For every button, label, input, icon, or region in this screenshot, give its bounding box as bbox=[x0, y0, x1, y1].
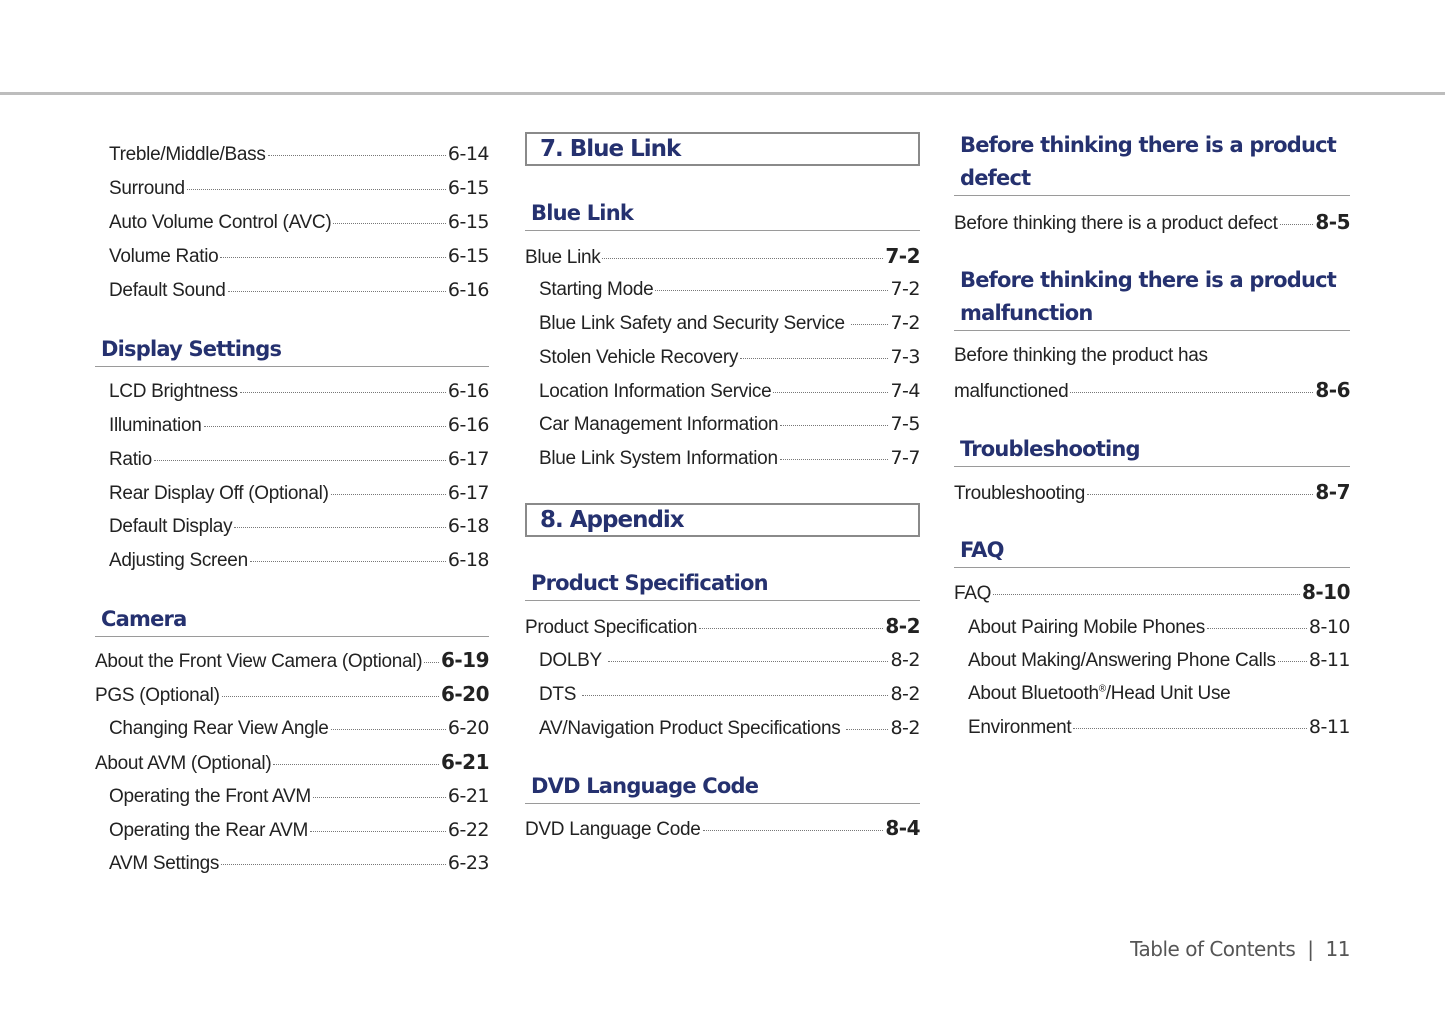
toc-entry[interactable]: Troubleshooting 8-7 bbox=[954, 480, 1350, 504]
section-faq: FAQ bbox=[954, 533, 1350, 568]
section-dvd-language-code: DVD Language Code bbox=[525, 769, 920, 804]
chapter-8-header: 8. Appendix bbox=[525, 503, 920, 537]
section-blue-link: Blue Link bbox=[525, 196, 920, 231]
toc-entry[interactable]: About Pairing Mobile Phones 8-10 bbox=[968, 616, 1350, 638]
header-rule bbox=[0, 92, 1445, 95]
toc-entry[interactable]: About Making/Answering Phone Calls 8-11 bbox=[968, 649, 1350, 671]
toc-entry[interactable]: Operating the Rear AVM 6-22 bbox=[109, 819, 489, 841]
toc-entry[interactable]: Environment 8-11 bbox=[968, 716, 1350, 738]
toc-entry[interactable]: Operating the Front AVM 6-21 bbox=[109, 785, 489, 807]
toc-entry[interactable]: Treble/Middle/Bass 6-14 bbox=[109, 143, 489, 165]
toc-entry[interactable]: Car Management Information 7-5 bbox=[539, 413, 920, 435]
toc-entry[interactable]: Adjusting Screen 6-18 bbox=[109, 549, 489, 571]
page-footer bbox=[1130, 937, 1350, 961]
toc-entry[interactable]: DVD Language Code 8-4 bbox=[525, 816, 920, 840]
toc-entry[interactable]: PGS (Optional) 6-20 bbox=[95, 682, 489, 706]
section-camera: Camera bbox=[95, 602, 489, 637]
toc-entry[interactable]: DTS 8-2 bbox=[539, 683, 920, 705]
toc-entry[interactable]: AVM Settings 6-23 bbox=[109, 852, 489, 874]
toc-entry[interactable]: LCD Brightness 6-16 bbox=[109, 380, 489, 402]
toc-entry[interactable]: FAQ 8-10 bbox=[954, 580, 1350, 604]
toc-entry-text: Before thinking the product has bbox=[954, 345, 1208, 366]
section-troubleshooting: Troubleshooting bbox=[954, 432, 1350, 467]
toc-entry[interactable]: Ratio 6-17 bbox=[109, 448, 489, 470]
toc-entry[interactable]: Before thinking there is a product defect 8-5 bbox=[954, 210, 1350, 234]
toc-entry[interactable]: Location Information Service 7-4 bbox=[539, 380, 920, 402]
section-product-malfunction: Before thinking there is a product malfunction bbox=[954, 264, 1350, 331]
toc-entry[interactable]: Blue Link System Information 7-7 bbox=[539, 447, 920, 469]
toc-entry[interactable]: Blue Link 7-2 bbox=[525, 244, 920, 268]
footer-separator: | bbox=[1307, 937, 1314, 961]
toc-entry[interactable]: Illumination 6-16 bbox=[109, 414, 489, 436]
toc-entry[interactable]: malfunctioned 8-6 bbox=[954, 378, 1350, 402]
toc-entry[interactable]: Blue Link Safety and Security Service 7-2 bbox=[539, 312, 920, 334]
toc-entry[interactable]: Default Sound 6-16 bbox=[109, 279, 489, 301]
toc-entry[interactable]: Auto Volume Control (AVC) 6-15 bbox=[109, 211, 489, 233]
toc-entry[interactable]: Stolen Vehicle Recovery 7-3 bbox=[539, 346, 920, 368]
registered-mark: ® bbox=[1098, 683, 1106, 695]
toc-entry[interactable]: DOLBY 8-2 bbox=[539, 649, 920, 671]
toc-entry[interactable]: Starting Mode 7-2 bbox=[539, 278, 920, 300]
chapter-7-header: 7. Blue Link bbox=[525, 132, 920, 166]
toc-entry[interactable]: AV/Navigation Product Specifications 8-2 bbox=[539, 717, 920, 739]
toc-entry[interactable]: About AVM (Optional) 6-21 bbox=[95, 750, 489, 774]
footer-section-title: Table of Contents bbox=[1130, 937, 1296, 961]
toc-entry[interactable]: About the Front View Camera (Optional) 6-19 bbox=[95, 648, 489, 672]
toc-entry[interactable]: Changing Rear View Angle 6-20 bbox=[109, 717, 489, 739]
toc-entry-text: About Bluetooth®/Head Unit Use bbox=[968, 683, 1231, 704]
toc-entry[interactable]: Default Display 6-18 bbox=[109, 515, 489, 537]
section-display-settings: Display Settings bbox=[95, 332, 489, 367]
page-number: 11 bbox=[1325, 937, 1350, 961]
section-product-defect: Before thinking there is a product defect bbox=[954, 129, 1350, 196]
toc-entry[interactable]: Surround 6-15 bbox=[109, 177, 489, 199]
toc-entry[interactable]: Product Specification 8-2 bbox=[525, 614, 920, 638]
toc-entry[interactable]: Rear Display Off (Optional) 6-17 bbox=[109, 482, 489, 504]
toc-entry[interactable]: Volume Ratio 6-15 bbox=[109, 245, 489, 267]
section-product-specification: Product Specification bbox=[525, 566, 920, 601]
